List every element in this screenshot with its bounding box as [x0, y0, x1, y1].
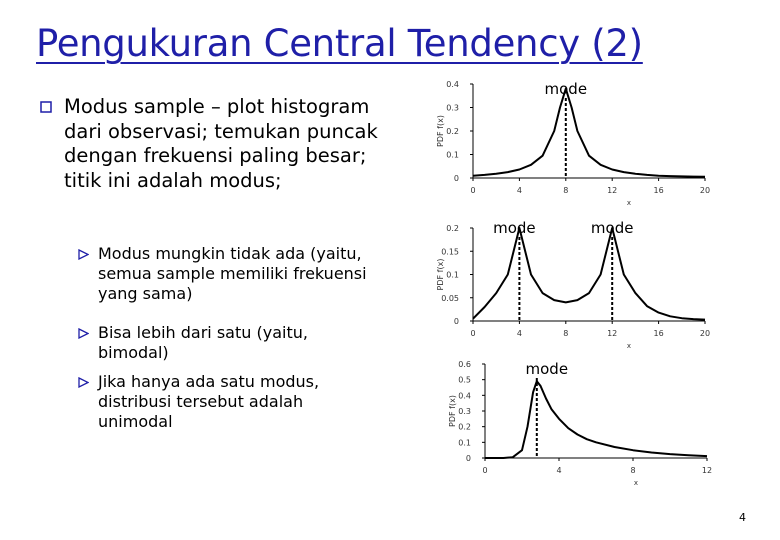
x-axis-label: x [626, 199, 632, 207]
page-number: 4 [739, 511, 746, 524]
y-axis-label: PDF f(x) [436, 115, 445, 147]
hollow-square-icon [40, 101, 52, 113]
x-axis-label: x [633, 479, 639, 487]
y-tick-label: 0.1 [446, 150, 459, 160]
y-tick-label: 0.5 [458, 375, 471, 385]
x-tick-label: 8 [630, 466, 636, 475]
y-tick-label: 0.1 [446, 270, 459, 280]
slide-title: Pengukuran Central Tendency (2) [36, 22, 643, 65]
y-tick-label: 0.2 [446, 127, 459, 136]
y-tick-label: 0.2 [458, 422, 471, 432]
x-tick-label: 12 [607, 329, 618, 338]
main-bullet [40, 95, 400, 193]
hollow-triangle-icon [78, 249, 89, 260]
hollow-triangle-icon [78, 377, 89, 388]
x-axis-label: x [626, 342, 632, 350]
y-tick-label: 0 [465, 454, 471, 463]
mode-label: mode [493, 219, 536, 237]
x-tick-label: 8 [563, 329, 569, 338]
y-axis-label: PDF f(x) [436, 258, 445, 291]
x-tick-label: 20 [699, 186, 711, 195]
sub-bullet-text: Bisa lebih dari satu (yaitu, bimodal) [98, 323, 308, 362]
sub-bullet [78, 323, 378, 363]
y-tick-label: 0.4 [458, 391, 471, 401]
x-tick-label: 0 [482, 466, 488, 475]
y-tick-label: 0.6 [458, 360, 471, 369]
pdf-curve [473, 228, 705, 320]
y-tick-label: 0.3 [458, 407, 471, 416]
x-tick-label: 12 [607, 186, 618, 195]
skewed-unimodal-chart [435, 356, 735, 492]
y-tick-label: 0.2 [446, 224, 459, 233]
y-tick-label: 0.4 [446, 80, 459, 89]
y-tick-label: 0.1 [458, 438, 471, 448]
x-tick-label: 12 [701, 466, 713, 475]
pdf-curve [485, 381, 707, 458]
x-tick-label: 16 [653, 186, 664, 195]
mode-label: mode [544, 80, 588, 98]
bimodal-chart [435, 216, 735, 356]
pdf-curve [473, 89, 705, 177]
x-tick-label: 16 [653, 329, 664, 338]
sub-bullet [78, 244, 378, 304]
y-tick-label: 0 [453, 317, 459, 326]
sub-bullet [78, 372, 378, 432]
y-tick-label: 0.3 [446, 103, 459, 113]
x-tick-label: 4 [516, 329, 522, 338]
hollow-triangle-icon [78, 328, 89, 339]
sub-bullet-text: Jika hanya ada satu modus, distribusi tersebut adalah unimodal [98, 372, 320, 431]
y-tick-label: 0.15 [441, 247, 459, 257]
main-bullet-text: Modus sample – plot histogram dari observasi; temukan puncak dengan frekuensi paling besar; titik ini adalah modus; [64, 95, 378, 192]
x-tick-label: 0 [470, 329, 476, 338]
y-tick-label: 0 [453, 174, 459, 183]
x-tick-label: 8 [563, 186, 569, 195]
x-tick-label: 20 [699, 329, 711, 338]
sub-bullet-text: Modus mungkin tidak ada (yaitu, semua sample memiliki frekuensi yang sama) [98, 244, 367, 303]
mode-label: mode [525, 360, 569, 378]
x-tick-label: 0 [470, 186, 476, 195]
x-tick-label: 4 [516, 186, 522, 195]
mode-label: mode [590, 219, 634, 237]
y-tick-label: 0.05 [441, 293, 459, 303]
unimodal-chart [435, 76, 735, 216]
y-axis-label: PDF f(x) [448, 395, 457, 427]
x-tick-label: 4 [556, 466, 562, 475]
